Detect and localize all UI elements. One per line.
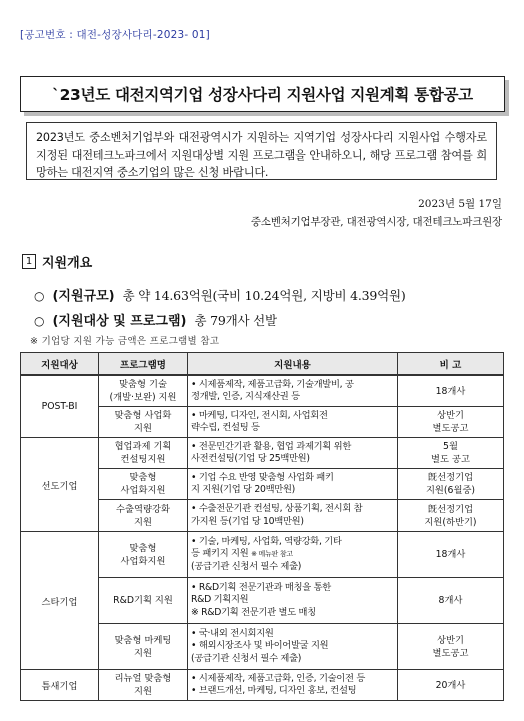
cell-remarks: 18개사: [398, 532, 504, 578]
bullet-support-target: [34, 310, 277, 329]
cell-program: 협업과제 기획 컨설팅지원: [99, 438, 188, 469]
table-row: [21, 438, 504, 469]
cell-target: 틈새기업: [21, 670, 99, 701]
cell-program: 맞춤형 마케팅 지원: [99, 624, 188, 670]
cell-target: 스타기업: [21, 532, 99, 670]
cell-remarks: 18개사: [398, 375, 504, 407]
cell-remarks: 상반기 별도공고: [398, 407, 504, 438]
header-program: 프로그램명: [99, 353, 188, 376]
bullet-label: (지원규모): [52, 289, 115, 304]
cell-target: 선도기업: [21, 438, 99, 532]
section-number: 1: [22, 254, 36, 269]
intro-paragraph: 2023년도 중소벤처기업부와 대전광역시가 지원하는 지역기업 성장사다리 지원사업 수행자로 지정된 대전테크노파크에서 지원대상별 지원 프로그램을 안내하오니, 해당 프로그램 참여를 희망하는 대전지역 중소기업의 많은 신청 바랍니다.: [26, 122, 497, 180]
table-row: [21, 532, 504, 578]
cell-remarks: 20개사: [398, 670, 504, 701]
header-content: 지원내용: [188, 353, 398, 376]
header-target: 지원대상: [21, 353, 99, 376]
bullet-mark: ○: [34, 289, 45, 303]
cell-program: 맞춤형 사업화지원: [99, 469, 188, 500]
cell-program: 맞춤형 사업화 지원: [99, 407, 188, 438]
cell-program: 맞춤형 기술 (개발·보완) 지원: [99, 375, 188, 407]
bullet-label: (지원대상 및 프로그램): [52, 314, 187, 329]
cell-content: • 시제품제작, 제품고급화, 인증, 기술이전 등 • 브랜드개선, 마케팅, 디자인 홍보, 컨설팅: [188, 670, 398, 701]
cell-program: 수출역량강화 지원: [99, 500, 188, 532]
cell-remarks: 旣선정기업 지원(하반기): [398, 500, 504, 532]
table-row: [21, 670, 504, 701]
cell-remarks: 8개사: [398, 578, 504, 624]
cell-remarks: 5월 별도 공고: [398, 438, 504, 469]
program-table: [20, 352, 504, 701]
cell-program: R&D기획 지원: [99, 578, 188, 624]
section-title: 지원개요: [42, 256, 93, 271]
cell-remarks: 旣선정기업 지원(6월중): [398, 469, 504, 500]
cell-content: • 전문민간기관 활용, 협업 과제기획 위한 사전컨설팅(기업 당 25백만원): [188, 438, 398, 469]
issuer-line: 중소벤처기업부장관, 대전광역시장, 대전테크노파크원장: [250, 216, 502, 228]
section-heading: [22, 252, 92, 271]
bullet-desc: 총 79개사 선발: [194, 313, 277, 328]
cell-content: • 마케팅, 디자인, 전시회, 사업회전 략수립, 컨설팅 등: [188, 407, 398, 438]
cell-content: • 시제품제작, 제품고급화, 기술개발비, 공 정개발, 인증, 지식재산권 등: [188, 375, 398, 407]
cell-remarks: 상반기 별도공고: [398, 624, 504, 670]
menu-reference: ※ 메뉴판 참고: [251, 550, 293, 559]
cell-program: 리뉴얼 맞춤형 지원: [99, 670, 188, 701]
cell-content: • 기업 수요 반영 맞춤형 사업화 패키 지 지원(기업 당 20백만원): [188, 469, 398, 500]
table-header-row: [21, 353, 504, 376]
cell-content: • 수출전문기관 컨설팅, 상품기획, 전시회 참 가지원 등(기업 당 10백만원): [188, 500, 398, 532]
bullet-support-scale: [34, 285, 406, 304]
title-box: [20, 76, 505, 112]
bullet-desc: 총 약 14.63억원(국비 10.24억원, 지방비 4.39억원): [122, 288, 406, 303]
page-title: `23년도 대전지역기업 성장사다리 지원사업 지원계획 통합공고: [52, 86, 473, 104]
header-remarks: 비 고: [398, 353, 504, 376]
bullet-mark: ○: [34, 314, 45, 328]
announcement-date: 2023년 5월 17일: [418, 198, 502, 210]
cell-content: • 기술, 마케팅, 사업화, 역량강화, 기타 등 패키지 지원 ※ 메뉴판 참고 (공급기관 신청서 필수 제출): [188, 532, 398, 578]
cell-content: • R&D기획 전문기관과 매칭을 통한 R&D 기획지원 ※ R&D기획 전문기관 별도 매칭: [188, 578, 398, 624]
cell-target: POST-BI: [21, 375, 99, 438]
reference-note: ※ 기업당 지원 가능 금액은 프로그램별 참고: [30, 336, 220, 347]
cell-content: • 국·내외 전시회지원 • 해외시장조사 및 바이어발굴 지원 (공급기관 신청서 필수 제출): [188, 624, 398, 670]
notice-number: [공고번호 : 대전-성장사다리-2023- 01]: [20, 29, 210, 41]
table-row: [21, 375, 504, 407]
cell-program: 맞춤형 사업화지원: [99, 532, 188, 578]
